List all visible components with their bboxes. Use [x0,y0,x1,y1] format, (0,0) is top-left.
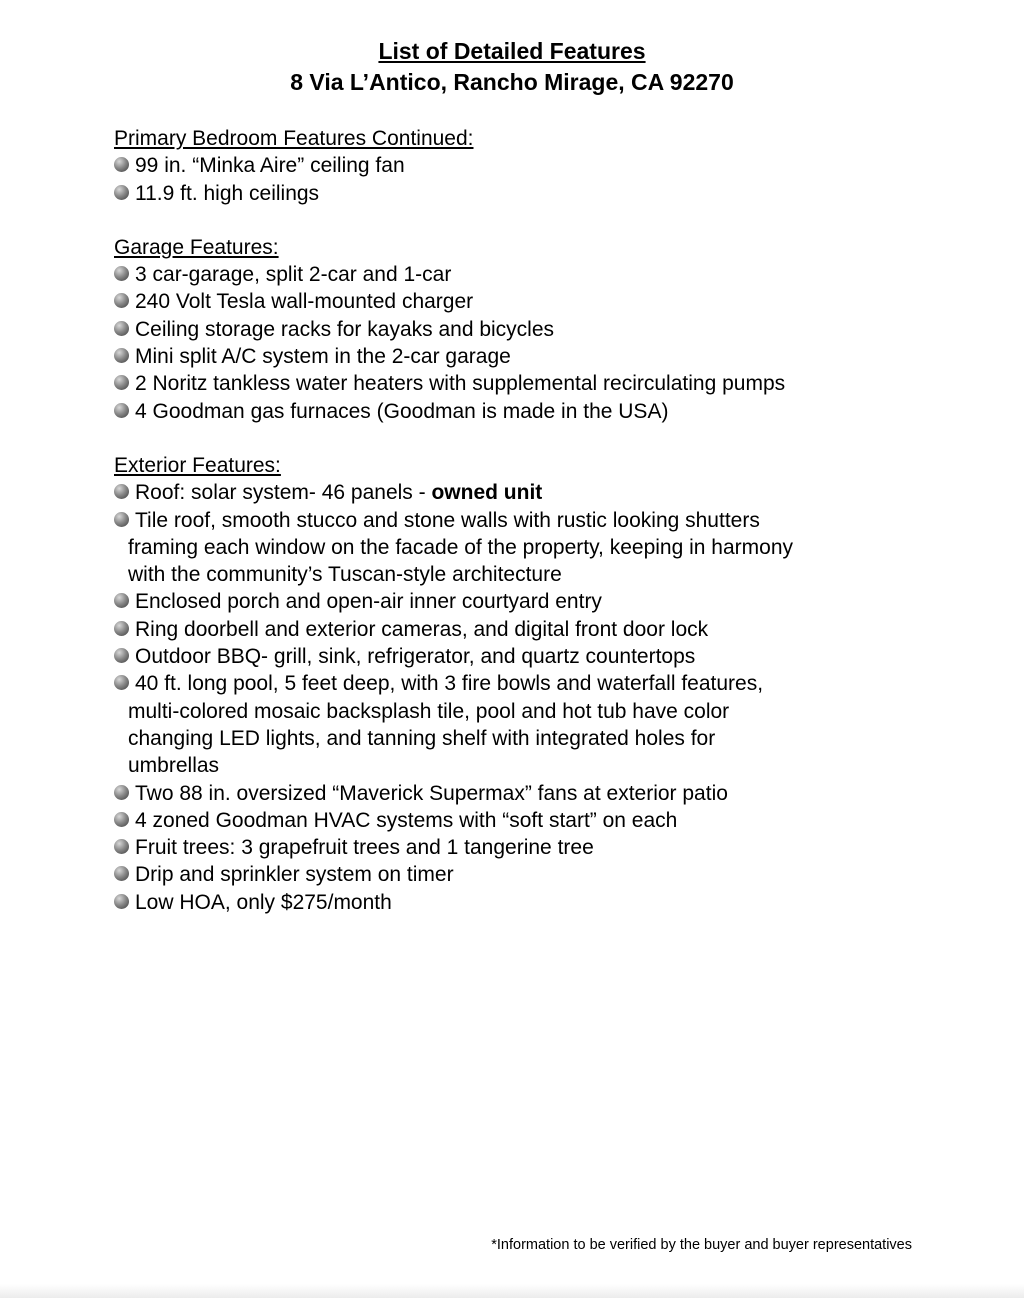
feature-section [114,234,914,425]
bullet-icon [114,375,129,390]
document-title: List of Detailed Features [378,38,646,64]
list-item [114,889,914,916]
item-text: 3 car-garage, split 2-car and 1-car [135,263,452,287]
page-bottom-edge [0,1284,1024,1298]
item-text-continued: umbrellas [128,754,220,778]
bullet-icon [114,293,129,308]
property-address: 8 Via L’Antico, Rancho Mirage, CA 92270 [290,69,734,95]
bullet-icon [114,866,129,881]
item-text: 4 zoned Goodman HVAC systems with “soft start” on each [135,808,678,832]
bullet-icon [114,621,129,636]
bullet-icon [114,403,129,418]
list-item [114,861,914,888]
item-text: 2 Noritz tankless water heaters with supplemental recirculating pumps [135,372,786,396]
feature-list [114,261,914,425]
item-text: 11.9 ft. high ceilings [135,181,320,205]
list-item [114,834,914,861]
bullet-icon [114,839,129,854]
bullet-icon [114,785,129,800]
list-item [114,670,914,779]
list-item [114,507,914,589]
item-text: Fruit trees: 3 grapefruit trees and 1 tangerine tree [135,836,594,860]
list-item [114,780,914,807]
item-text-continued: with the community’s Tuscan-style architecture [128,563,562,587]
feature-list [114,152,914,207]
item-text: 4 Goodman gas furnaces (Goodman is made in the USA) [135,399,669,423]
item-text: 40 ft. long pool, 5 feet deep, with 3 fire bowls and waterfall features, [135,672,764,696]
feature-sections [114,125,914,943]
bullet-icon [114,593,129,608]
bullet-icon [114,157,129,172]
bullet-icon [114,348,129,363]
list-item [114,398,914,425]
item-text: Two 88 in. oversized “Maverick Supermax” fans at exterior patio [135,781,728,805]
item-text: Outdoor BBQ- grill, sink, refrigerator, and quartz countertops [135,645,696,669]
list-item [114,370,914,397]
bullet-icon [114,266,129,281]
list-item [114,343,914,370]
feature-section [114,125,914,207]
item-text: Mini split A/C system in the 2-car garage [135,345,511,369]
item-text: Ceiling storage racks for kayaks and bicycles [135,317,555,341]
list-item [114,643,914,670]
item-text: Low HOA, only $275/month [135,890,392,914]
item-text-continued: framing each window on the facade of the property, keeping in harmony [128,535,794,559]
feature-list [114,479,914,916]
bullet-icon [114,512,129,527]
list-item [114,588,914,615]
item-text: Enclosed porch and open-air inner courtyard entry [135,590,602,614]
list-item [114,616,914,643]
list-item [114,807,914,834]
bullet-icon [114,894,129,909]
list-item [114,316,914,343]
item-emphasis: owned unit [431,481,543,505]
item-text: Tile roof, smooth stucco and stone walls with rustic looking shutters [135,508,760,532]
bullet-icon [114,648,129,663]
list-item [114,288,914,315]
item-text: Drip and sprinkler system on timer [135,863,454,887]
bullet-icon [114,185,129,200]
list-item [114,180,914,207]
bullet-icon [114,675,129,690]
bullet-icon [114,321,129,336]
list-item [114,261,914,288]
list-item [114,152,914,179]
list-item [114,479,914,506]
feature-section [114,452,914,916]
bullet-icon [114,484,129,499]
item-text: 240 Volt Tesla wall-mounted charger [135,290,474,314]
section-heading: Primary Bedroom Features Continued: [114,127,474,150]
item-text: Ring doorbell and exterior cameras, and digital front door lock [135,617,709,641]
item-text-continued: multi-colored mosaic backsplash tile, pool and hot tub have color [128,699,730,723]
item-text: 99 in. “Minka Aire” ceiling fan [135,154,405,178]
footnote: *Information to be verified by the buyer and buyer representatives [491,1237,912,1253]
item-text: Roof: solar system- 46 panels - [135,481,432,505]
title-block [0,36,1024,98]
item-text-continued: changing LED lights, and tanning shelf with integrated holes for [128,726,716,750]
section-heading: Exterior Features: [114,453,281,477]
bullet-icon [114,812,129,827]
section-heading: Garage Features: [114,235,279,259]
